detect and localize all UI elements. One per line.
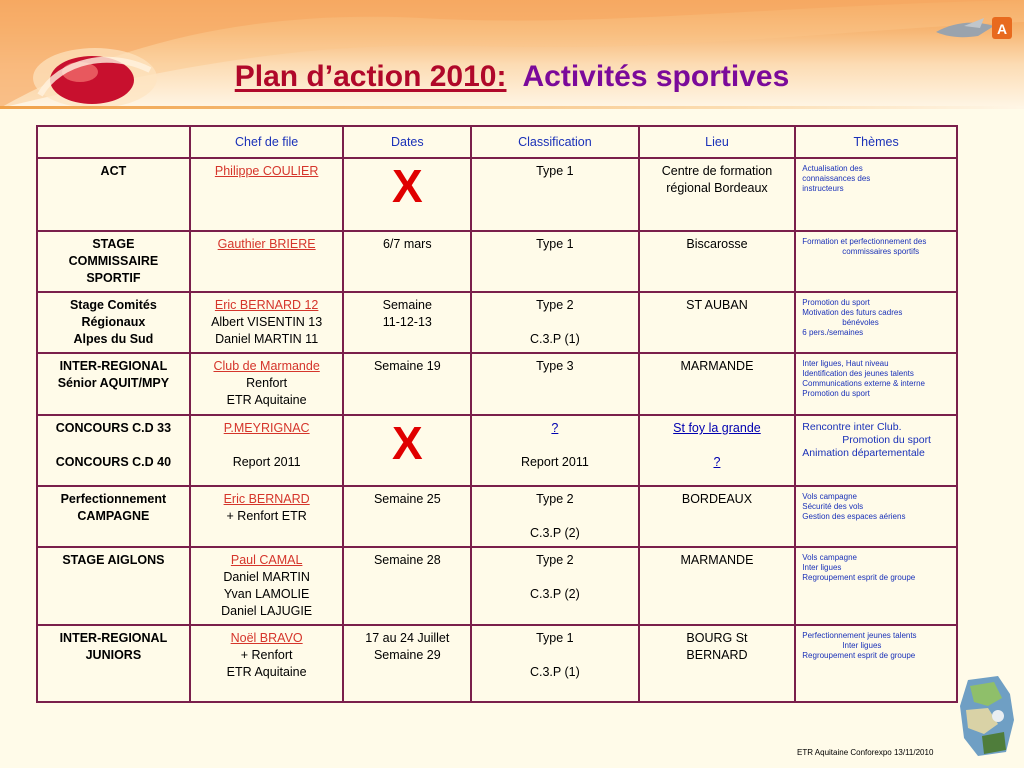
chef-link[interactable]: Philippe COULIER [214, 164, 319, 178]
theme-line: Motivation des futurs cadres [802, 308, 903, 317]
dates-cell [343, 292, 471, 353]
theme-line: Vols campagne [802, 492, 857, 501]
table-header-row [37, 126, 957, 158]
classification-cell [471, 158, 639, 231]
table-row [37, 547, 957, 625]
activity-name: STAGE AIGLONS [62, 553, 165, 567]
chef-name: Yvan LAMOLIE [223, 587, 310, 601]
activity-name: INTER-REGIONAL [59, 631, 168, 645]
lieu-text: MARMANDE [680, 553, 754, 567]
chef-link[interactable]: Eric BERNARD [223, 492, 310, 506]
classification-text: Type 1 [536, 164, 574, 178]
activity-cell [37, 625, 190, 702]
x-mark: X [391, 417, 423, 469]
chef-link[interactable]: Paul CAMAL [230, 553, 303, 567]
chef-link[interactable]: Gauthier BRIERE [217, 237, 316, 251]
dates-text: 17 au 24 Juillet [365, 631, 450, 645]
chef-name: Daniel MARTIN [223, 570, 310, 584]
activity-cell [37, 231, 190, 292]
classification-cell [471, 353, 639, 415]
theme-line: Vols campagne [802, 553, 857, 562]
chef-cell [190, 158, 344, 231]
classification-cell [471, 415, 639, 486]
activity-name: Alpes du Sud [73, 332, 154, 346]
table-row [37, 415, 957, 486]
dates-cell [343, 353, 471, 415]
activity-name: Stage Comités [69, 298, 157, 312]
activity-name: CONCOURS C.D 40 [55, 455, 172, 469]
chef-cell [190, 415, 344, 486]
activity-name: STAGE [92, 237, 135, 251]
classification-cell [471, 547, 639, 625]
activity-cell [37, 292, 190, 353]
page-title [0, 60, 1024, 94]
lieu-link[interactable]: St foy la grande [673, 421, 761, 435]
chef-name: Daniel MARTIN 11 [215, 332, 319, 346]
themes-cell [795, 231, 957, 292]
chef-name: + Renfort [240, 648, 293, 662]
theme-line: instructeurs [802, 184, 844, 193]
theme-line: Inter ligues [842, 641, 882, 650]
header-empty [37, 126, 190, 158]
activity-name: ACT [100, 164, 127, 178]
themes-cell [795, 158, 957, 231]
lieu-text: régional Bordeaux [666, 181, 768, 195]
lieu-cell [639, 231, 796, 292]
lieu-text: BOURG St [686, 631, 748, 645]
theme-line: Gestion des espaces aériens [802, 512, 906, 521]
header-classification: Classification [471, 126, 639, 158]
table-row [37, 231, 957, 292]
classification-text: Report 2011 [520, 455, 589, 469]
chef-name: + Renfort ETR [226, 509, 307, 523]
table-row [37, 158, 957, 231]
theme-line: Rencontre inter Club. [802, 421, 902, 433]
chef-name: ETR Aquitaine [226, 665, 307, 679]
chef-name: Albert VISENTIN 13 [211, 315, 323, 329]
theme-line: Regroupement esprit de groupe [802, 573, 916, 582]
chef-cell [190, 292, 344, 353]
dates-text: Semaine 19 [373, 359, 441, 373]
lieu-cell [639, 625, 796, 702]
activity-cell [37, 353, 190, 415]
classification-text: C.3.P (1) [529, 665, 580, 679]
lieu-cell [639, 158, 796, 231]
dates-cell [343, 231, 471, 292]
dates-text: Semaine 29 [373, 648, 441, 662]
table-row [37, 353, 957, 415]
chef-cell [190, 353, 344, 415]
dates-text: Semaine 25 [373, 492, 441, 506]
header-lieu: Lieu [639, 126, 796, 158]
classification-cell [471, 625, 639, 702]
dates-text: Semaine 28 [373, 553, 441, 567]
svg-text:A: A [996, 21, 1008, 37]
activity-name: CAMPAGNE [77, 509, 150, 523]
dates-cell [343, 158, 471, 231]
lieu-text: Centre de formation [661, 164, 773, 178]
theme-line: Promotion du sport [802, 389, 870, 398]
classification-text: C.3.P (2) [529, 587, 580, 601]
themes-cell [795, 486, 957, 547]
theme-line: Animation départementale [802, 447, 925, 459]
activity-cell [37, 547, 190, 625]
lieu-text: BERNARD [686, 648, 748, 662]
header-themes: Thèmes [795, 126, 957, 158]
chef-name: Report 2011 [232, 455, 301, 469]
dates-cell [343, 415, 471, 486]
classification-text: C.3.P (2) [529, 526, 580, 540]
chef-link[interactable]: Noël BRAVO [230, 631, 303, 645]
theme-line: Inter ligues [802, 563, 842, 572]
classification-text: Type 1 [536, 631, 574, 645]
table-row [37, 625, 957, 702]
activity-name: Sénior AQUIT/MPY [57, 376, 170, 390]
chef-cell [190, 547, 344, 625]
theme-line: commissaires sportifs [842, 247, 920, 256]
theme-line: 6 pers./semaines [802, 328, 864, 337]
activity-name: INTER-REGIONAL [59, 359, 168, 373]
theme-line: Actualisation des [802, 164, 863, 173]
classification-text: C.3.P (1) [529, 332, 580, 346]
classification-text: Type 2 [536, 553, 574, 567]
themes-cell [795, 415, 957, 486]
lieu-text: BORDEAUX [681, 492, 753, 506]
classification-cell [471, 292, 639, 353]
chef-name: Renfort [246, 376, 288, 390]
theme-line: Communications externe & interne [802, 379, 925, 388]
title-subject: Activités sportives [522, 60, 790, 93]
themes-cell [795, 625, 957, 702]
activity-name: COMMISSAIRE [68, 254, 159, 268]
theme-line: Perfectionnement jeunes talents [802, 631, 917, 640]
theme-line: Promotion du sport [842, 434, 931, 446]
classification-cell [471, 486, 639, 547]
header-chef: Chef de file [190, 126, 344, 158]
activity-name: JUNIORS [85, 648, 142, 662]
theme-line: Formation et perfectionnement des [802, 237, 927, 246]
theme-line: Inter ligues, Haut niveau [802, 359, 889, 368]
table-row [37, 486, 957, 547]
chef-cell [190, 231, 344, 292]
themes-cell [795, 547, 957, 625]
lieu-text: ST AUBAN [686, 298, 748, 312]
dates-cell [343, 625, 471, 702]
chef-name: ETR Aquitaine [226, 393, 307, 407]
classification-text: Type 2 [536, 298, 574, 312]
classification-text: Type 3 [536, 359, 574, 373]
lieu-link[interactable]: ? [713, 455, 721, 469]
themes-cell [795, 353, 957, 415]
aquitaine-logo [934, 12, 1014, 46]
activity-name: SPORTIF [86, 271, 141, 285]
theme-line: Promotion du sport [802, 298, 870, 307]
activity-cell [37, 158, 190, 231]
chef-cell [190, 625, 344, 702]
theme-line: Regroupement esprit de groupe [802, 651, 916, 660]
activity-name: CONCOURS C.D 33 [55, 421, 172, 435]
lieu-cell [639, 486, 796, 547]
header-dates: Dates [343, 126, 471, 158]
dates-text: 6/7 mars [382, 237, 432, 251]
table-row [37, 292, 957, 353]
theme-line: bénévoles [842, 318, 879, 327]
dates-cell [343, 547, 471, 625]
chef-link[interactable]: Club de Marmande [213, 359, 320, 373]
footer-text: ETR Aquitaine Conforexpo 13/11/2010 [797, 748, 934, 757]
header-rule [0, 106, 1024, 109]
theme-line: connaissances des [802, 174, 871, 183]
region-map-image [958, 676, 1016, 756]
lieu-cell [639, 415, 796, 486]
title-year: Plan d’action 2010: [234, 60, 507, 93]
lieu-text: Biscarosse [686, 237, 748, 251]
lieu-text: MARMANDE [680, 359, 754, 373]
activity-name: Régionaux [81, 315, 146, 329]
chef-link[interactable]: Eric BERNARD 12 [214, 298, 319, 312]
classification-text: Type 2 [536, 492, 574, 506]
theme-line: Sécurité des vols [802, 502, 864, 511]
chef-link[interactable]: P.MEYRIGNAC [223, 421, 310, 435]
x-mark: X [391, 160, 423, 212]
activities-table [36, 125, 958, 703]
theme-line: Identification des jeunes talents [802, 369, 914, 378]
classification-text: Type 1 [536, 237, 574, 251]
chef-name: Daniel LAJUGIE [221, 604, 313, 618]
lieu-cell [639, 292, 796, 353]
classification-link[interactable]: ? [551, 421, 559, 435]
activity-cell [37, 415, 190, 486]
dates-text: 11-12-13 [382, 315, 432, 329]
lieu-cell [639, 547, 796, 625]
dates-text: Semaine [382, 298, 432, 312]
classification-cell [471, 231, 639, 292]
lieu-cell [639, 353, 796, 415]
activity-name: Perfectionnement [60, 492, 167, 506]
chef-cell [190, 486, 344, 547]
themes-cell [795, 292, 957, 353]
dates-cell [343, 486, 471, 547]
activity-cell [37, 486, 190, 547]
